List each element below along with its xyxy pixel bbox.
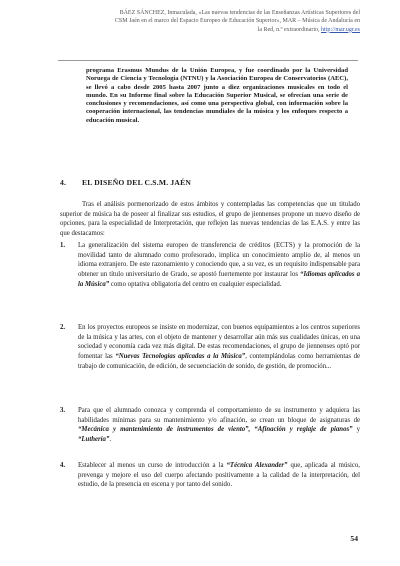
list-item-number: 2. [60, 324, 66, 331]
citation-line-1: BÁEZ SÁNCHEZ, Inmaculada, «Las nuevas tendencias de las Enseñanzas Artísticas Superiores del [119, 10, 360, 16]
section-title-text: EL DISEÑO DEL C.S.M. JAÉN [82, 178, 192, 187]
list-item-text-end: , contemplándolas como herramientas de trabajo de comunicación, de edición, de secuenciación de sonido, de gestión, de promoción... [78, 353, 360, 370]
page-number: 54 [350, 534, 358, 543]
list-item-text-end: como optativa obligatoria del centro en cualquier especialidad. [110, 280, 282, 288]
list-item-connector: y [356, 426, 360, 434]
list-item-emphasis: “Nuevas Tecnologías aplicadas a la Música” [115, 353, 246, 361]
list-item-text [78, 241, 360, 290]
section-number: 4. [60, 178, 67, 187]
list-item-text-start: La generalización del sistema europeo de transferencia de créditos (ECTS) y la promoción de la movilidad tanto de alumnado como profesorado, implica un conocimiento amplio de, al menos un idioma extranjero. De este razonamiento y conociendo que, a su vez, es un requisito indispensable para obtener un título universitario de Grado, se apostó fuertemente por instaurar los [78, 242, 360, 279]
list-item-emphasis-2: “Luthería” [78, 436, 110, 444]
list-item-number: 1. [60, 242, 66, 249]
list-item-text-end: que, aplicada al músico, prevenga y mejore el uso del cuerpo afectando positivamente a la calidad de la interpretación, del estudio, de la presencia en escena y por tanto del sonido. [78, 462, 361, 489]
list-item [60, 461, 360, 490]
list-item-number: 3. [60, 407, 66, 414]
list-item-emphasis: “Técnica Alexander” [226, 462, 288, 469]
list-item-text-start: Para que el alumnado conozca y comprenda el comportamiento de su instrumento y adquiera las habilidades mínimas para su mantenimiento y/o afinación, se crean un bloque de asignaturas de [78, 407, 360, 424]
list-item-emphasis: “Mecánica y mantenimiento de instrumentos de viento”, “Afinación y reglaje de pianos” [78, 426, 353, 434]
list-item [60, 406, 360, 445]
citation-line-3 [52, 26, 360, 34]
list-item-text [78, 406, 360, 445]
section-heading [60, 178, 191, 187]
citation-header [52, 9, 360, 34]
list-item-text-start: En los proyectos europeos se insiste en modernizar, con buenos equipamientos a los centros superiores de la música y las artes, con el objeto de mantener y desarrollar aún más sus cualidades únicas, en una sociedad y economía cada vez más digital. De estas recomendaciones, el grupo de jiennenses optó por fomentar las [78, 324, 360, 361]
citation-line-2: CSM Jaén en el marco del Espacio Europeo de Educación Superior», MAR – Música de Andalucía en [114, 18, 360, 25]
list-item-text [78, 461, 360, 490]
journal-link[interactable]: http://mar.ugr.es [321, 26, 360, 33]
intro-paragraph: programa Erasmus Mundus de la Unión Europea, y fue coordinado por la Universidad Noruega de Ciencia y Tecnología (NTNU) y la Asociación Europea de Conservatorios (AEC), se llevó a cabo desde 2005 hasta 2007 junto a diez organizaciones musicales en todo el mundo. En su Informe final sobre la Educación Superior Musical, se ofrecían una serie de conclusiones y recomendaciones, así como una perspectiva global, con información sobre la cooperación internacional, las tendencias mundiales de la música y los enfoques respecto a educación musical. [86, 67, 348, 124]
citation-line-3-text: la Red, n.º extraordinario, [257, 26, 320, 33]
lead-paragraph: Tras el análisis pormenorizado de estos ámbitos y contempladas las competencias que un titulado superior de música ha de poseer al finalizar sus estudios, el grupo de jiennenses propone un nuevo diseño de opciones, para la especialidad de Interpretación, que reflejen las nuevas tendencias de las E.A.S. y entre las que destacamos: [60, 201, 360, 238]
list-item-text-end: . [109, 436, 112, 444]
list-item-text-start: Establecer al menos un curso de introducción a la [78, 462, 224, 469]
list-item [60, 323, 360, 372]
list-item-number: 4. [60, 462, 66, 469]
list-item-emphasis: “Idiomas aplicados a la Música” [78, 271, 361, 288]
list-item [60, 241, 360, 290]
list-item-text [78, 323, 360, 372]
header-divider [58, 60, 358, 61]
